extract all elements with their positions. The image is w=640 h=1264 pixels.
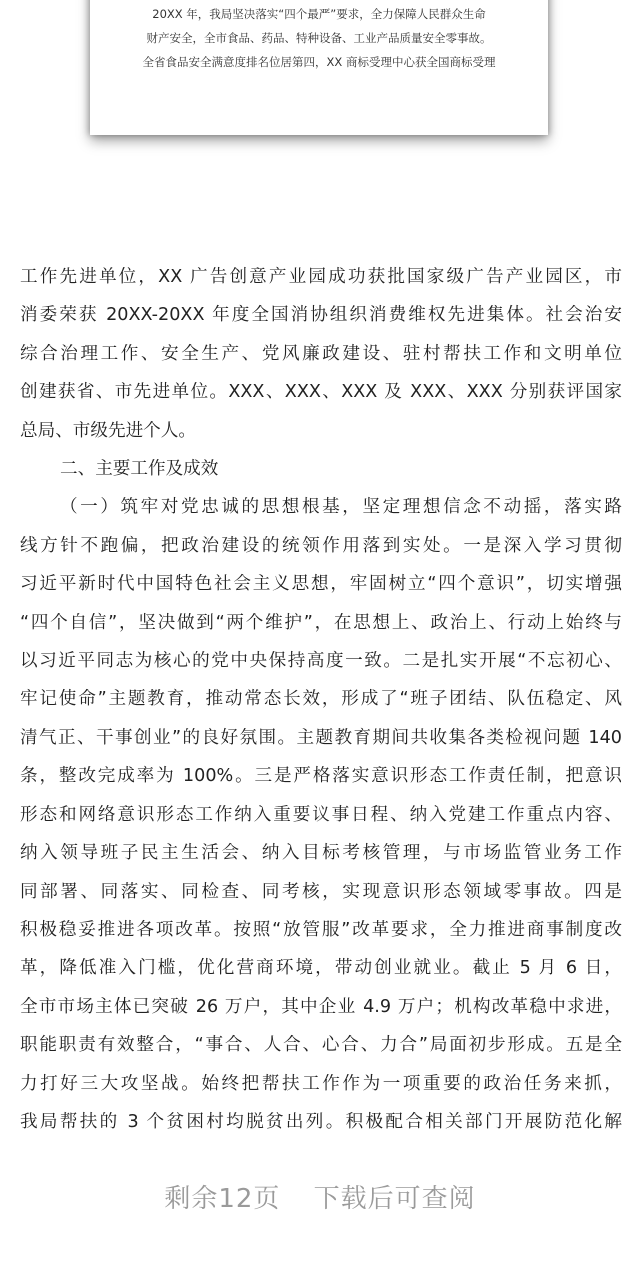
text-line: 工作先进单位，XX 广告创意产业园成功获批国家级广告产业园区，市 — [20, 267, 622, 287]
text-line: 纳入领导班子民主生活会、纳入目标考核管理，与市场监管业务工作 — [20, 843, 622, 864]
document-preview-card — [90, 0, 548, 135]
download-prompt[interactable] — [0, 1178, 640, 1215]
text-line: 条，整改完成率为 100%。三是严格落实意识形态工作责任制，把意识 — [20, 766, 622, 787]
download-hint-text[interactable]: 下载后可查阅 — [313, 1184, 476, 1214]
text-line: 全市市场主体已突破 26 万户，其中企业 4.9 万户；机构改革稳中求进， — [20, 996, 622, 1017]
text-line: 革，降低准入门槛，优化营商环境，带动创业就业。截止 5 月 6 日， — [20, 958, 622, 979]
text-line: 以习近平同志为核心的党中央保持高度一致。二是扎实开展“不忘初心、 — [20, 651, 622, 672]
text-line: （一）筑牢对党忠诚的思想根基，坚定理想信念不动摇，落实路 — [60, 497, 622, 518]
preview-text — [90, 2, 548, 74]
text-line: 综合治理工作、安全生产、党风廉政建设、驻村帮扶工作和文明单位 — [20, 343, 622, 364]
text-line: 总局、市级先进个人。 — [20, 420, 196, 441]
text-line: 职能职责有效整合，“事合、人合、心合、力合”局面初步形成。五是全 — [20, 1035, 622, 1056]
text-line: “四个自信”，坚决做到“两个维护”，在思想上、政治上、行动上始终与 — [20, 612, 622, 633]
text-line: 同部署、同落实、同检查、同考核，实现意识形态领域零事故。四是 — [20, 881, 622, 902]
text-line: 消委荣获 20XX-20XX 年度全国消协组织消费维权先进集体。社会治安 — [20, 305, 622, 326]
text-line: 牢记使命”主题教育，推动常态长效，形成了“班子团结、队伍稳定、风 — [20, 689, 622, 710]
preview-line: 全省食品安全满意度排名位居第四，XX 商标受理中心获全国商标受理 — [142, 55, 496, 69]
document-body — [20, 258, 622, 1141]
text-line: 形态和网络意识形态工作纳入重要议事日程、纳入党建工作重点内容、 — [20, 804, 622, 825]
preview-line: 20XX 年，我局坚决落实“四个最严”要求，全力保障人民群众生命 — [152, 7, 486, 21]
section-heading: 二、主要工作及成效 — [60, 459, 219, 480]
text-line: 我局帮扶的 3 个贫困村均脱贫出列。积极配合相关部门开展防范化解 — [20, 1111, 622, 1132]
preview-line: 财产安全，全市食品、药品、特种设备、工业产品质量安全零事故。 — [146, 31, 492, 45]
text-line: 创建获省、市先进单位。XXX、XXX、XXX 及 XXX、XXX 分别获评国家 — [20, 382, 622, 403]
text-line: 力打好三大攻坚战。始终把帮扶工作作为一项重要的政治任务来抓， — [20, 1073, 622, 1094]
text-line: 习近平新时代中国特色社会主义思想，牢固树立“四个意识”，切实增强 — [20, 574, 622, 595]
text-line: 清气正、干事创业”的良好氛围。主题教育期间共收集各类检视问题 140 — [20, 727, 622, 748]
remaining-pages-text[interactable]: 剩余12页 — [164, 1184, 281, 1214]
text-line: 积极稳妥推进各项改革。按照“放管服”改革要求，全力推进商事制度改 — [20, 919, 622, 940]
text-line: 线方针不跑偏，把政治建设的统领作用落到实处。一是深入学习贯彻 — [20, 535, 622, 556]
